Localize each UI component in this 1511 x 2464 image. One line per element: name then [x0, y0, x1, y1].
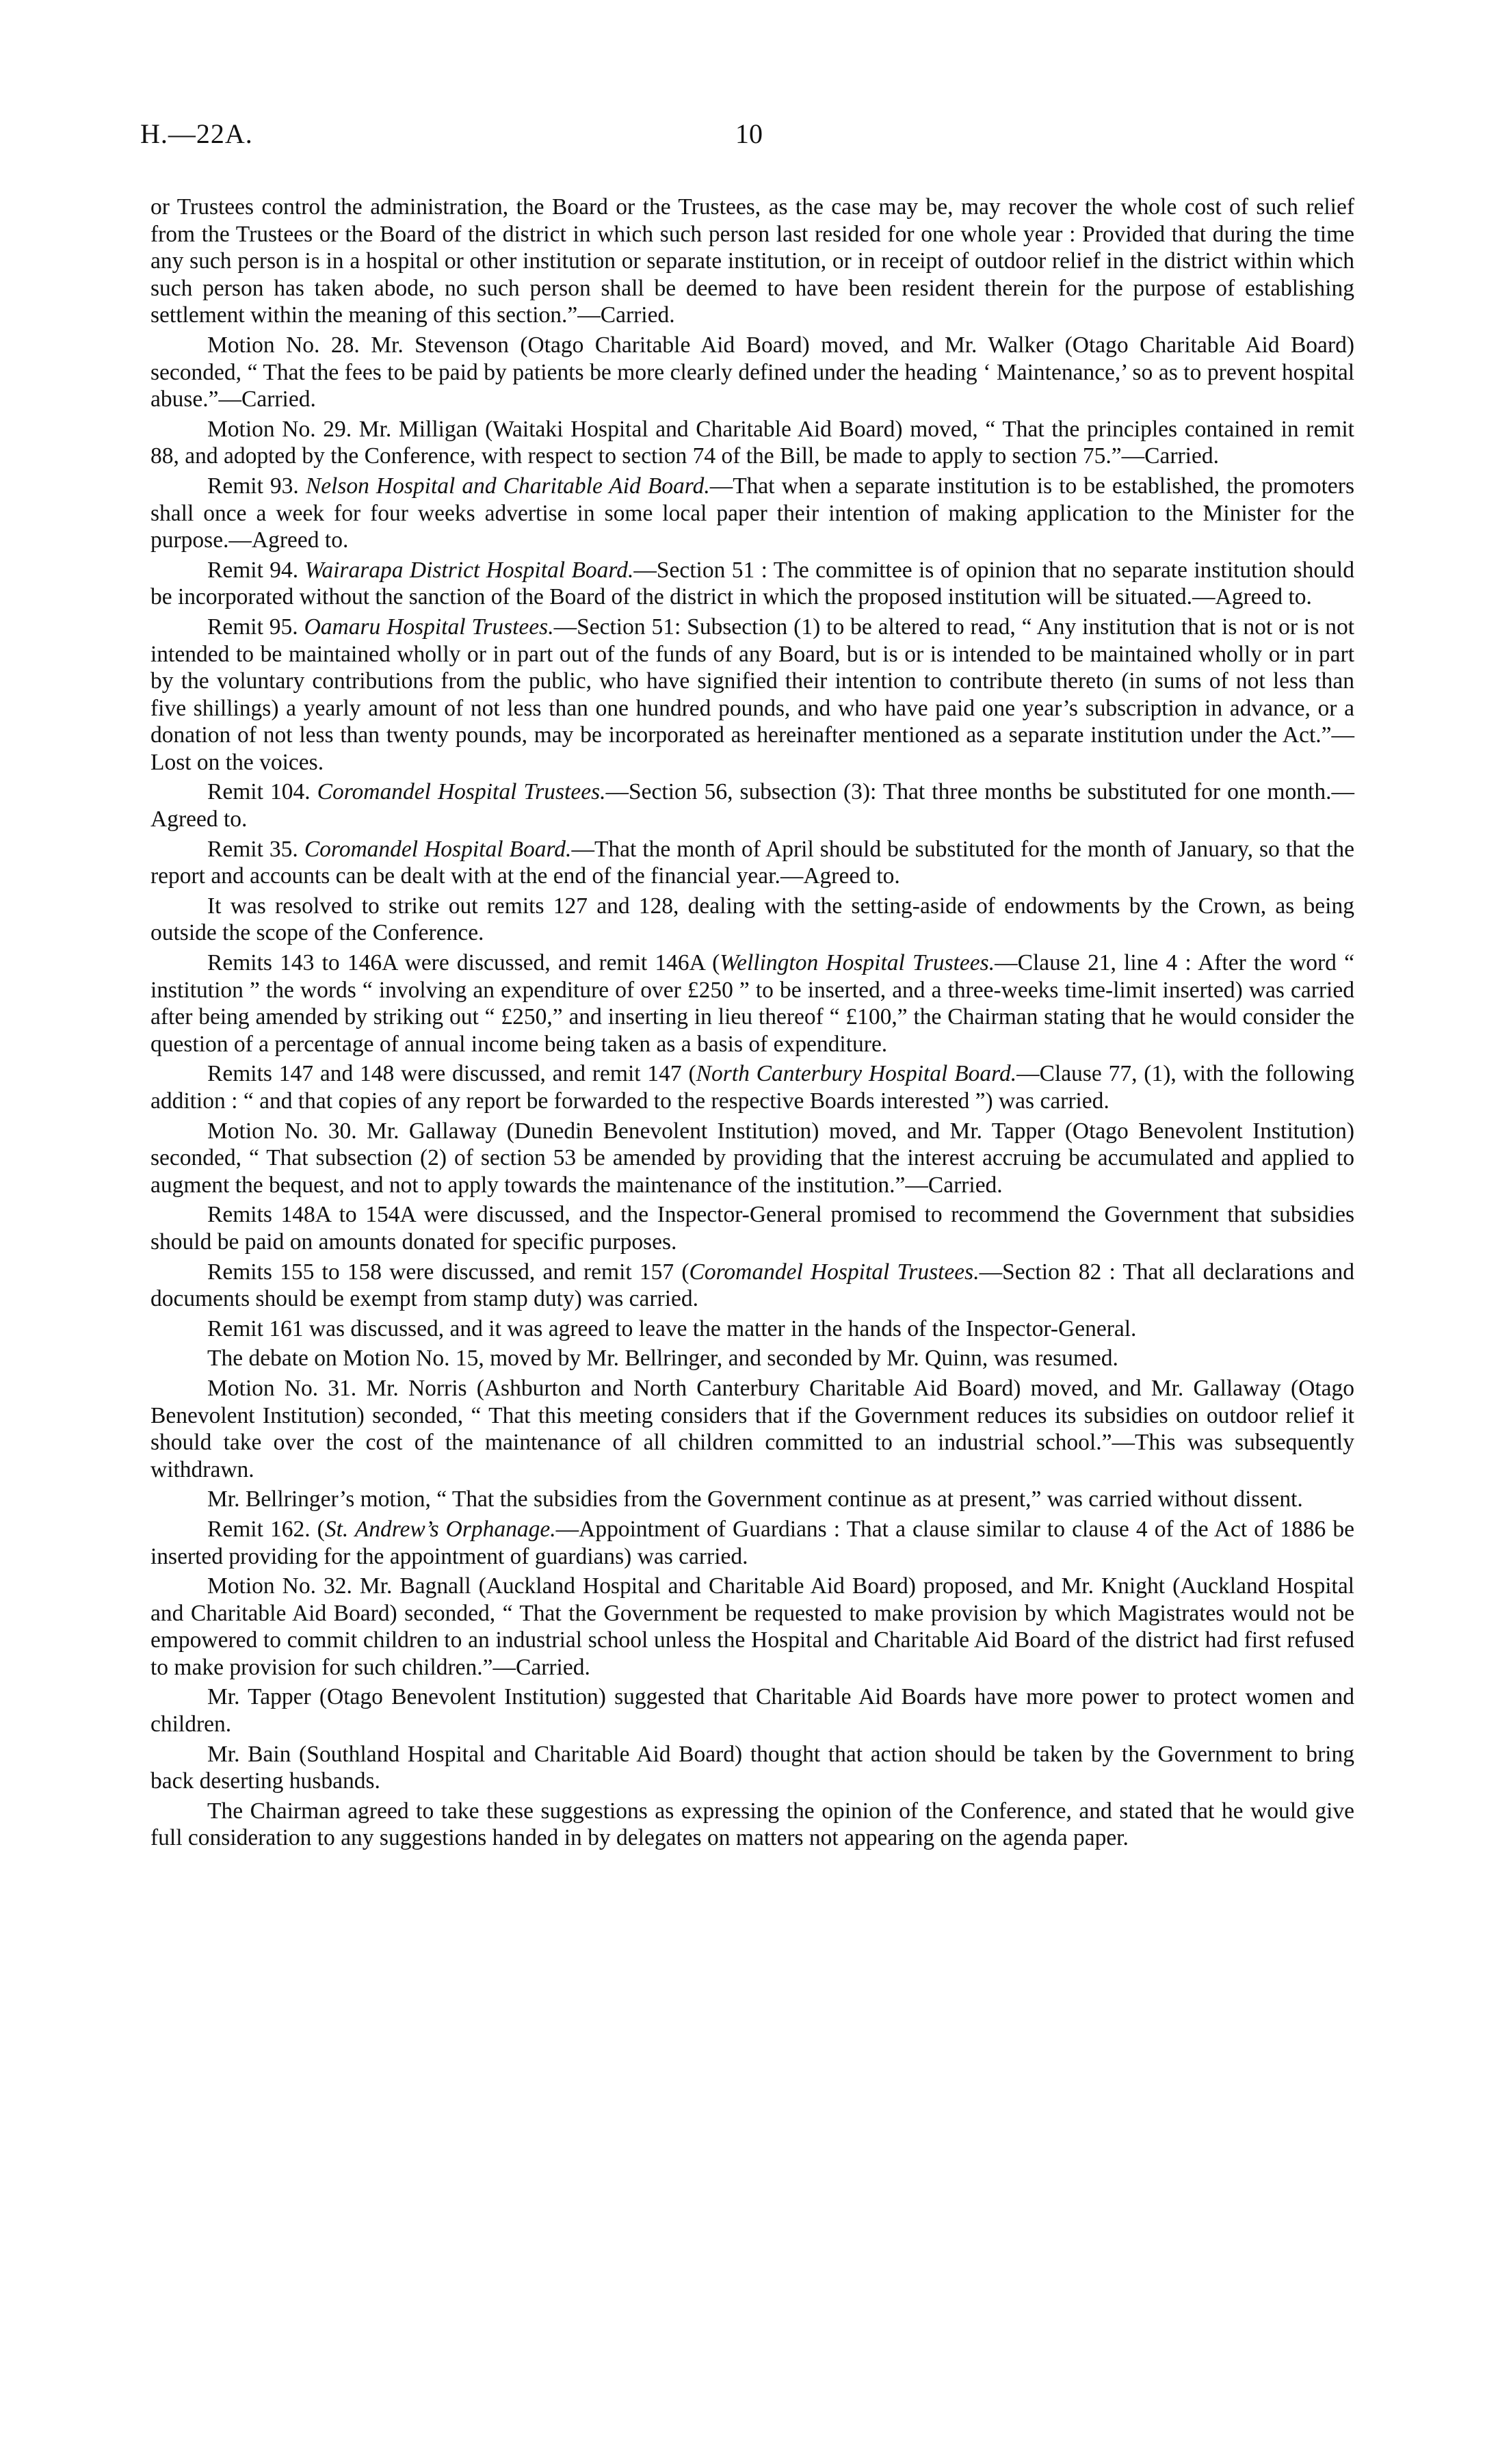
text-run: Remits 148A to 154A were discussed, and the Inspector-General promised to recommend the Government that subsidies should be paid on amounts donated for specific purposes. — [150, 1202, 1354, 1255]
italic-run: Wairarapa District Hospital Board. — [304, 557, 634, 583]
paragraph-p04 — [150, 473, 1354, 554]
paragraph-p19 — [150, 1516, 1354, 1570]
text-run: or Trustees control the administration, the Board or the Trustees, as the case may be, may recover the whole cost of such relief from the Trustees or the Board of the district in which such person last resided for one whole year : Provided that during the time any such person is in a hospital or other institution or separate institution, or in receipt of outdoor relief in the district within which such person has taken abode, no such person shall be deemed to have been resident therein for the purpose of establishing settlement within the meaning of this section.”—Carried. — [150, 194, 1354, 328]
paragraph-p12 — [150, 1118, 1354, 1199]
text-run: —Section 51 : The committee is of opinion that no separate institution should be incorporated without the sanction of the Board of the district in which the proposed institution will be situated.—Agreed to. — [150, 557, 1354, 610]
text-run: —That the month of April should be substituted for the month of January, so that the report and accounts can be dealt with at the end of the financial year.—Agreed to. — [150, 836, 1355, 889]
paragraph-p22 — [150, 1741, 1354, 1795]
text-run: Motion No. 30. Mr. Gallaway (Dunedin Benevolent Institution) moved, and Mr. Tapper (Otago Benevolent Institution) seconded, “ That subsection (2) of section 53 be amended by providing that the interest accruing be accumulated and applied to augment the bequest, and not to apply towards the maintenance of the institution.”—Carried. — [150, 1118, 1354, 1198]
italic-run: Coromandel Hospital Trustees. — [317, 779, 606, 805]
paragraph-p05 — [150, 557, 1354, 611]
text-run: It was resolved to strike out remits 127 and 128, dealing with the setting-aside of endowments by the Crown, as being outside the scope of the Conference. — [150, 893, 1354, 946]
text-run: Mr. Tapper (Otago Benevolent Institution) suggested that Charitable Aid Boards have more power to protect women and children. — [150, 1684, 1354, 1738]
paragraph-p10 — [150, 949, 1354, 1058]
paragraph-p15 — [150, 1315, 1354, 1343]
text-run: Motion No. 28. Mr. Stevenson (Otago Charitable Aid Board) moved, and Mr. Walker (Otago Charitable Aid Board) seconded, “ That the fees to be paid by patients be more clearly defined under the heading ‘ Maintenance,’ so as to prevent hospital abuse.”—Carried. — [150, 332, 1354, 412]
document-reference: H.—22A. — [140, 118, 253, 149]
italic-run: St. Andrew’s Orphanage. — [324, 1516, 556, 1542]
paragraph-p11 — [150, 1060, 1354, 1114]
text-run: Remits 155 to 158 were discussed, and remit 157 ( — [207, 1259, 689, 1285]
text-run: The debate on Motion No. 15, moved by Mr. Bellringer, and seconded by Mr. Quinn, was resumed. — [207, 1346, 1118, 1372]
paragraph-p23 — [150, 1798, 1354, 1852]
text-run: Remit 161 was discussed, and it was agreed to leave the matter in the hands of the Inspector-General. — [207, 1315, 1137, 1341]
text-run: Motion No. 29. Mr. Milligan (Waitaki Hospital and Charitable Aid Board) moved, “ That the principles contained in remit 88, and adopted by the Conference, with respect to section 74 of the Bill, be made to apply to section 75.”—Carried. — [150, 416, 1354, 469]
text-run: Remits 143 to 146A were discussed, and remit 146A ( — [207, 950, 720, 976]
text-run: Remits 147 and 148 were discussed, and remit 147 ( — [207, 1061, 696, 1087]
text-run: Remit 35. — [207, 836, 304, 862]
paragraph-p21 — [150, 1683, 1354, 1738]
text-run: —Section 56, subsection (3): That three months be substituted for one month.—Agreed to. — [150, 779, 1354, 833]
paragraph-p18 — [150, 1486, 1354, 1513]
paragraph-p02 — [150, 332, 1354, 413]
paragraph-p17 — [150, 1375, 1354, 1483]
text-run: —Clause 77, (1), with the following addition : “ and that copies of any report be forwarded to the respective Boards interested ”) was carried. — [150, 1061, 1354, 1114]
paragraph-p01 — [150, 194, 1354, 329]
text-run: Remit 162. ( — [207, 1516, 325, 1542]
page-number: 10 — [735, 118, 763, 149]
italic-run: Coromandel Hospital Trustees. — [689, 1259, 980, 1285]
paragraph-p14 — [150, 1259, 1354, 1313]
text-run: —Clause 21, line 4 : After the word “ institution ” the words “ involving an expenditure of over £250 ” to be inserted, and a three-weeks time-limit inserted) was carried after being amended by striking out “ £250,” and inserting in lieu thereof “ £100,” the Chairman stating that he would consider the question of a percentage of annual income being taken as a basis of expenditure. — [150, 950, 1354, 1057]
paragraph-p20 — [150, 1573, 1354, 1681]
text-run: Motion No. 31. Mr. Norris (Ashburton and North Canterbury Charitable Aid Board) moved, and Mr. Gallaway (Otago Benevolent Institution) seconded, “ That this meeting considers that if the Government reduces its subsidies on outdoor relief it should take over the cost of the maintenance of all children committed to an industrial school.”—This was subsequently withdrawn. — [150, 1375, 1354, 1482]
paragraph-p06 — [150, 614, 1354, 776]
text-run: Remit 94. — [207, 557, 305, 583]
paragraph-p08 — [150, 836, 1354, 890]
italic-run: North Canterbury Hospital Board. — [696, 1061, 1017, 1087]
paragraph-p16 — [150, 1345, 1354, 1372]
text-run: —Section 82 : That all declarations and documents should be exempt from stamp duty) was carried. — [150, 1259, 1354, 1312]
paragraph-p09 — [150, 893, 1354, 947]
italic-run: Oamaru Hospital Trustees. — [304, 614, 554, 640]
text-run: Motion No. 32. Mr. Bagnall (Auckland Hospital and Charitable Aid Board) proposed, and Mr. Knight (Auckland Hospital and Charitable Aid Board) seconded, “ That the Government be requested to make provision by which Magistrates would not be empowered to commit children to an industrial school unless the Hospital and Charitable Aid Board of the district had first refused to make provision for such children.”—Carried. — [150, 1573, 1354, 1680]
text-run: Remit 93. — [207, 473, 306, 499]
italic-run: Wellington Hospital Trustees. — [720, 950, 995, 976]
paragraph-p13 — [150, 1201, 1354, 1255]
text-run: —Section 51: Subsection (1) to be altered to read, “ Any institution that is not or is not intended to be maintained wholly or in part out of the funds of any Board, but is or is intended to be maintained wholly or in part by the voluntary contributions from the public, who have signified their intention to contribute thereto (in sums of not less than five shillings) a yearly amount of not less than one hundred pounds, and who have paid one year’s subscription in advance, or a donation of not less than twenty pounds, may be incorporated as hereinafter mentioned as a separate institution under the Act.”—Lost on the voices. — [150, 614, 1355, 775]
text-run: —That when a separate institution is to be established, the promoters shall once a week for four weeks advertise in some local paper their intention of making application to the Minister for the purpose.—Agreed to. — [150, 473, 1354, 553]
document-body — [150, 194, 1354, 1854]
text-run: Remit 95. — [207, 614, 304, 640]
text-run: Mr. Bain (Southland Hospital and Charitable Aid Board) thought that action should be taken by the Government to bring back deserting husbands. — [150, 1741, 1354, 1794]
italic-run: Nelson Hospital and Charitable Aid Board. — [305, 473, 710, 499]
paragraph-p03 — [150, 416, 1354, 470]
paragraph-p07 — [150, 778, 1354, 833]
italic-run: Coromandel Hospital Board. — [304, 836, 572, 862]
text-run: —Appointment of Guardians : That a clause similar to clause 4 of the Act of 1886 be inserted providing for the appointment of guardians) was carried. — [150, 1516, 1354, 1569]
text-run: The Chairman agreed to take these suggestions as expressing the opinion of the Conference, and stated that he would give full consideration to any suggestions handed in by delegates on matters not appearing on the agenda paper. — [150, 1798, 1354, 1851]
text-run: Remit 104. — [207, 779, 317, 805]
text-run: Mr. Bellringer’s motion, “ That the subsidies from the Government continue as at present,” was carried without dissent. — [207, 1486, 1303, 1512]
